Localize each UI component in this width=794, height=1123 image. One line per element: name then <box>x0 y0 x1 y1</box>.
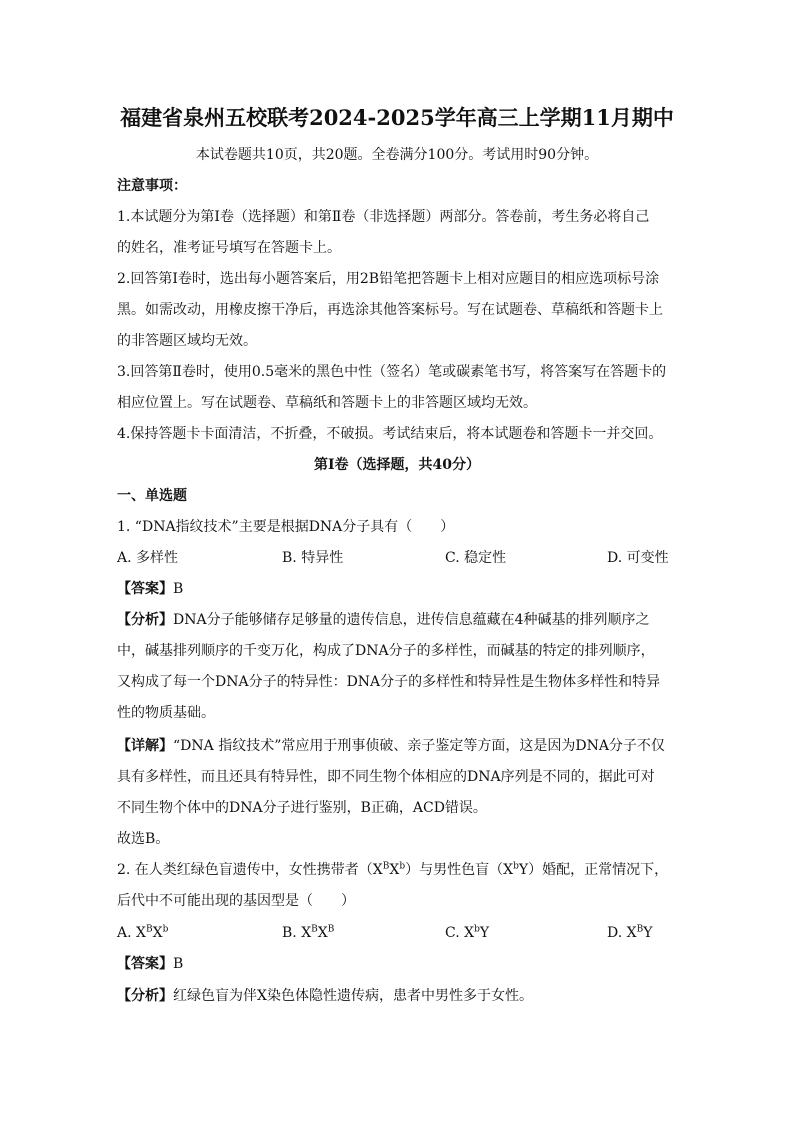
q1-conclusion: 故选B。 <box>117 831 170 847</box>
q2-option-c <box>445 923 489 943</box>
notice-line: 的姓名，准考证号填写在答题卡上。 <box>117 240 341 256</box>
option-label: Y <box>643 925 653 941</box>
answer-tag: 【答案】 <box>117 956 173 972</box>
q1-option-a: A. 多样性 <box>117 550 179 566</box>
exam-subtitle: 本试卷题共10页，共20题。全卷满分100分。考试用时90分钟。 <box>195 147 599 163</box>
superscript: b <box>162 924 169 935</box>
q2-stem-text: ）与男性色盲（X <box>405 862 514 878</box>
option-label: B. X <box>282 925 312 941</box>
q2-analysis <box>117 986 533 1006</box>
superscript: b <box>474 924 480 935</box>
superscript: b <box>399 861 406 872</box>
notice-line: 的非答题区域均无效。 <box>117 333 257 349</box>
q2-option-b <box>282 923 334 943</box>
q2-stem-text: Y）婚配，正常情况下， <box>518 862 669 878</box>
q1-analysis-line: 性的物质基础。 <box>117 705 215 721</box>
q1-analysis-line: 又构成了每一个DNA分子的特异性：DNA分子的多样性和特异性是生物体多样性和特异 <box>117 674 661 690</box>
q2-stem-text: X <box>389 862 400 878</box>
section-title: 第Ⅰ卷（选择题，共40分） <box>313 457 481 473</box>
option-label: C. X <box>445 925 475 941</box>
analysis-text: DNA分子能够储存足够量的遗传信息，进传信息蕴藏在4种碱基的排列顺序之 <box>173 612 650 628</box>
notice-line: 4.保持答题卡卡面清洁，不折叠，不破损。考试结束后，将本试题卷和答题卡一并交回。 <box>117 426 663 442</box>
answer-value: B <box>173 956 184 972</box>
superscript: B <box>327 924 335 935</box>
question-2-stem-line2: 后代中不可能出现的基因型是（ ） <box>117 893 355 909</box>
q1-detail-line <box>117 736 665 756</box>
q1-detail-line: 不同生物个体中的DNA分子进行鉴别，B正确，ACD错误。 <box>117 800 487 816</box>
superscript: B <box>382 861 390 872</box>
q2-option-d <box>607 923 652 943</box>
q1-analysis-line <box>117 610 650 630</box>
superscript: B <box>311 924 318 935</box>
q1-detail-line: 具有多样性，而且还具有特异性，即不同生物个体相应的DNA序列是不同的，据此可对 <box>117 769 655 785</box>
detail-tag: 【详解】 <box>117 738 173 754</box>
detail-text: “DNA 指纹技术”常应用于刑事侦破、亲子鉴定等方面，这是因为DNA分子不仅 <box>173 738 665 754</box>
q1-option-b: B. 特异性 <box>282 550 344 566</box>
analysis-text: 红绿色盲为伴X染色体隐性遗传病，患者中男性多于女性。 <box>173 988 533 1004</box>
option-label: D. X <box>607 925 637 941</box>
option-label: X <box>317 925 328 941</box>
notice-heading: 注意事项： <box>117 178 187 194</box>
q2-answer <box>117 954 183 974</box>
q1-analysis-line: 中，碱基排列顺序的千变万化，构成了DNA分子的多样性，而碱基的特定的排列顺序， <box>117 643 655 659</box>
q1-option-c: C. 稳定性 <box>445 550 507 566</box>
part-title: 一、单选题 <box>117 488 187 504</box>
answer-tag: 【答案】 <box>117 581 173 597</box>
superscript: B <box>636 924 644 935</box>
notice-line: 2.回答第Ⅰ卷时，选出每小题答案后，用2B铅笔把答题卡上相对应题目的相应选项标号涂 <box>117 271 660 287</box>
notice-line: 黑。如需改动，用橡皮擦干净后，再选涂其他答案标号。写在试题卷、草稿纸和答题卡上 <box>117 302 663 318</box>
question-1-stem: 1. “DNA指纹技术”主要是根据DNA分子具有（ ） <box>117 519 455 535</box>
superscript: B <box>145 924 153 935</box>
superscript: b <box>513 861 519 872</box>
answer-value: B <box>173 581 184 597</box>
question-2-stem <box>117 860 668 880</box>
notice-line: 相应位置上。写在试题卷、草稿纸和答题卡上的非答题区域均无效。 <box>117 395 537 411</box>
q2-option-a <box>117 923 168 943</box>
analysis-tag: 【分析】 <box>117 988 173 1004</box>
q1-answer <box>117 579 183 599</box>
notice-line: 1.本试题分为第Ⅰ卷（选择题）和第Ⅱ卷（非选择题）两部分。答卷前，考生务必将自己 <box>117 209 650 225</box>
notice-line: 3.回答第Ⅱ卷时，使用0.5毫米的黑色中性（签名）笔或碳素笔书写，将答案写在答题卡的 <box>117 364 667 380</box>
exam-title: 福建省泉州五校联考2024-2025学年高三上学期11月期中 <box>120 105 674 130</box>
option-label: X <box>152 925 163 941</box>
q1-option-d: D. 可变性 <box>607 550 669 566</box>
analysis-tag: 【分析】 <box>117 612 173 628</box>
option-label: Y <box>479 925 490 941</box>
q2-stem-text: 2. 在人类红绿色盲遗传中，女性携带者（X <box>117 862 383 878</box>
option-label: A. X <box>117 925 146 941</box>
